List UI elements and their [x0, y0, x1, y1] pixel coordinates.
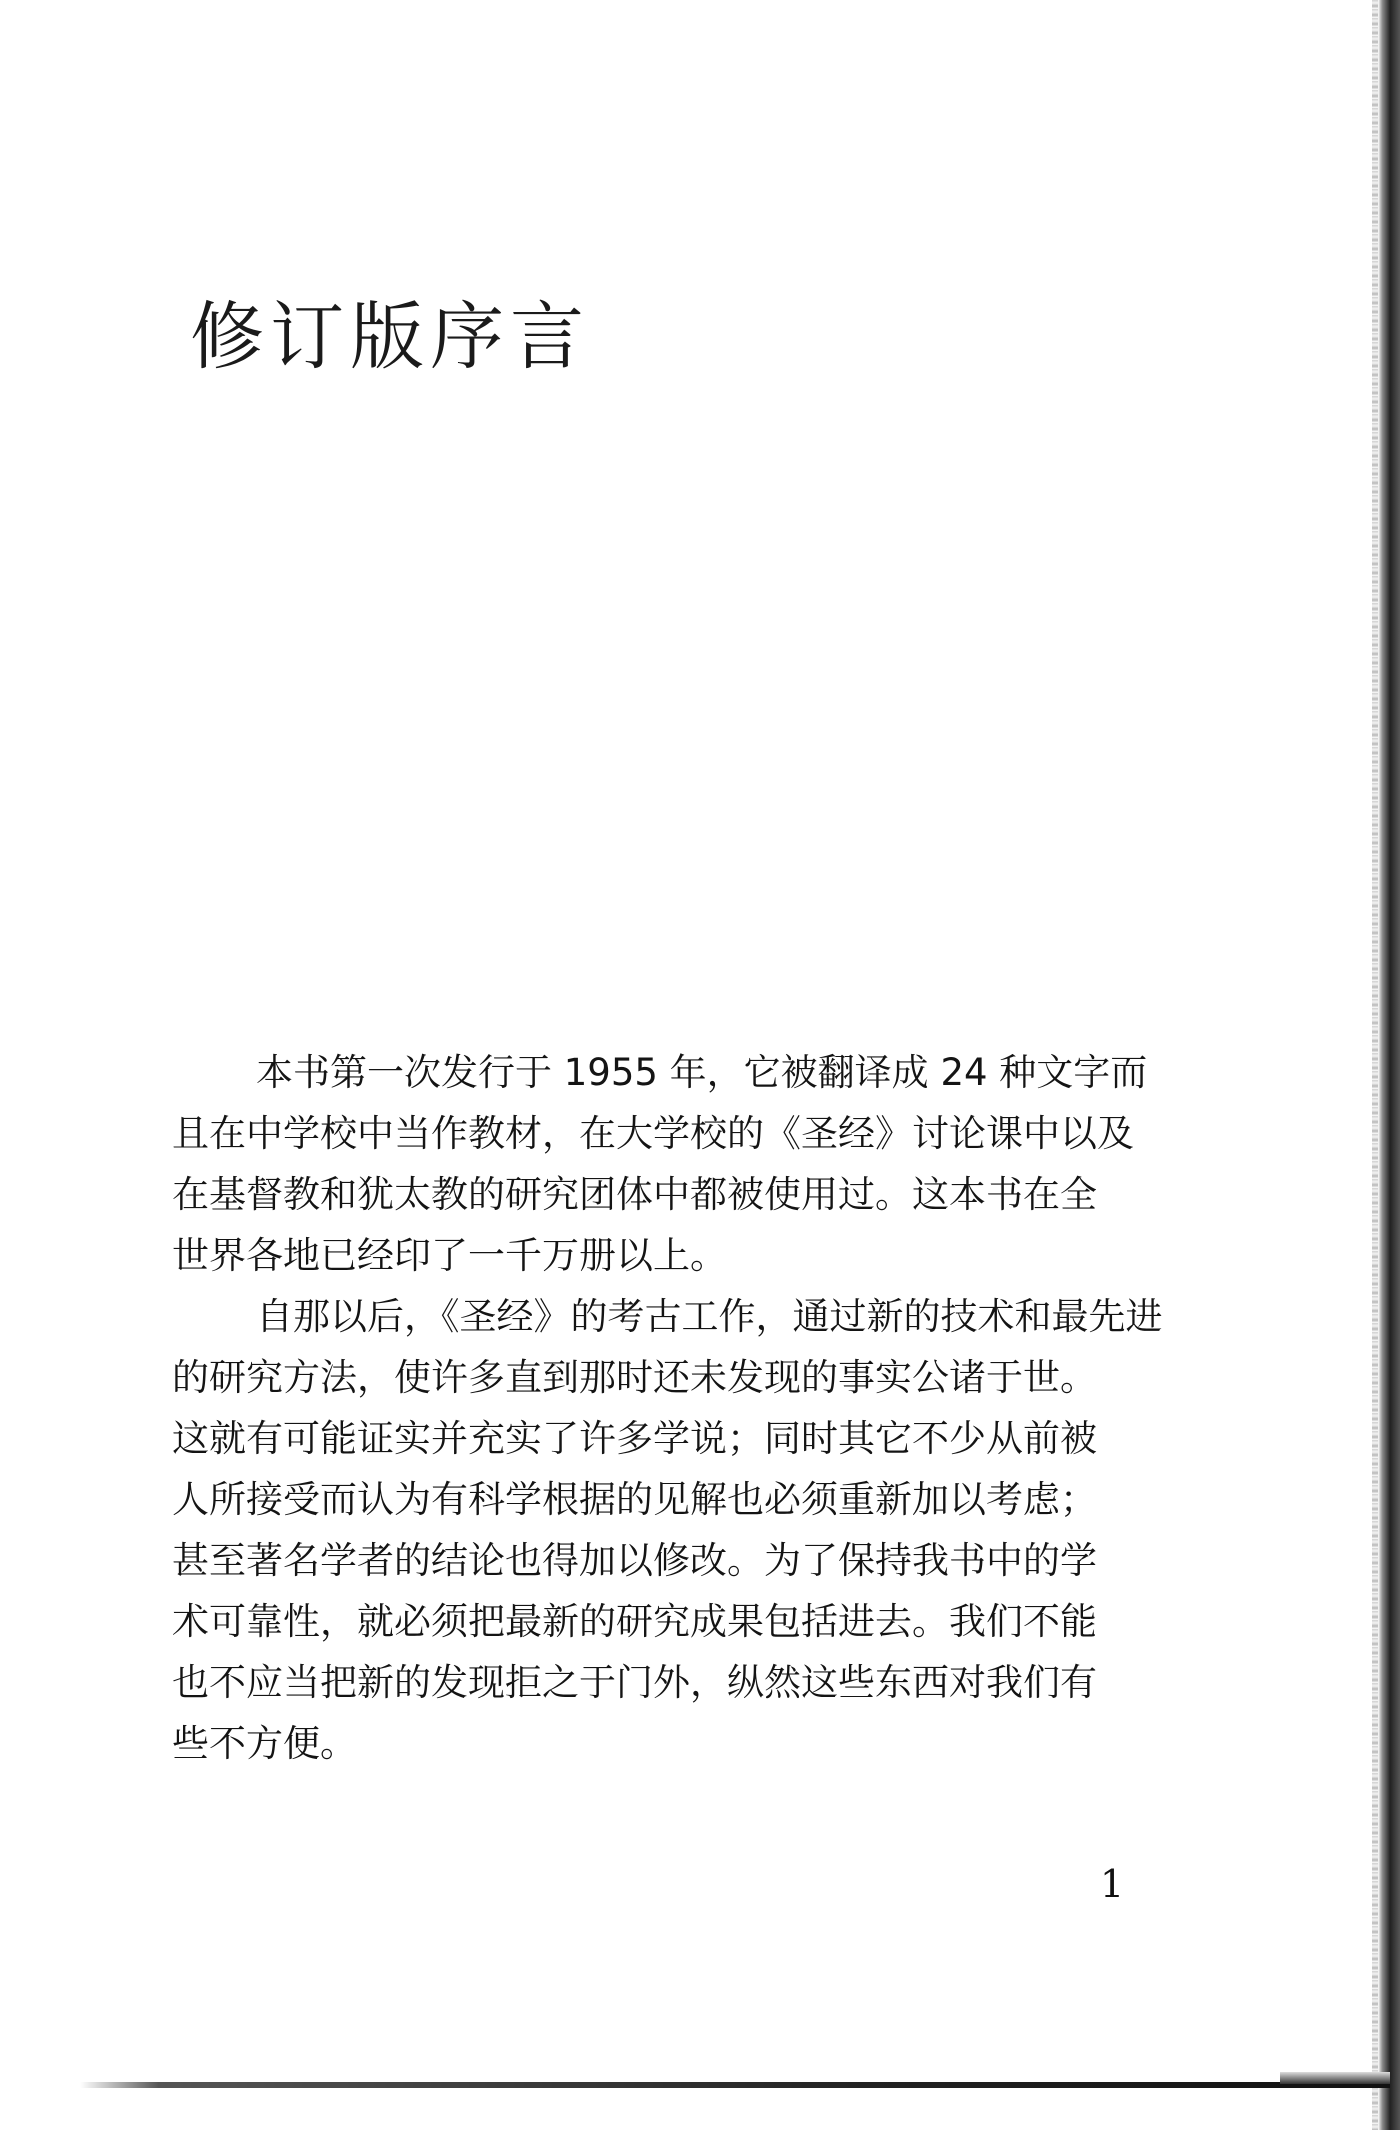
paragraph-1: [172, 1042, 1172, 1286]
page-title: 修订版序言: [190, 293, 590, 380]
text-line: 且在中学校中当作教材，在大学校的《圣经》讨论课中以及: [172, 1112, 1134, 1155]
text-line: 的研究方法，使许多直到那时还未发现的事实公诸于世。: [172, 1356, 1097, 1399]
text-line: 世界各地已经印了一千万册以上。: [172, 1234, 727, 1277]
text-line: 自那以后，《圣经》的考古工作，通过新的技术和最先进: [256, 1295, 1163, 1338]
preface-body: [172, 1042, 1172, 1774]
text-line: 本书第一次发行于 1955 年，它被翻译成 24 种文字而: [256, 1051, 1148, 1094]
page-number: 1: [1100, 1862, 1125, 1906]
text-line: 甚至著名学者的结论也得加以修改。为了保持我书中的学: [172, 1539, 1097, 1582]
paragraph-2: [172, 1286, 1172, 1774]
text-line: 也不应当把新的发现拒之于门外，纵然这些东西对我们有: [172, 1661, 1097, 1704]
text-line: 在基督教和犹太教的研究团体中都被使用过。这本书在全: [172, 1173, 1097, 1216]
scan-binding-edge: [1378, 0, 1400, 2130]
scan-bottom-edge: [80, 2082, 1390, 2088]
text-line: 术可靠性，就必须把最新的研究成果包括进去。我们不能: [172, 1600, 1097, 1643]
text-line: 这就有可能证实并充实了许多学说；同时其它不少从前被: [172, 1417, 1097, 1460]
text-line: 人所接受而认为有科学根据的见解也必须重新加以考虑；: [172, 1478, 1097, 1521]
scan-bottom-corner: [1280, 2072, 1390, 2084]
text-line: 些不方便。: [172, 1722, 357, 1765]
